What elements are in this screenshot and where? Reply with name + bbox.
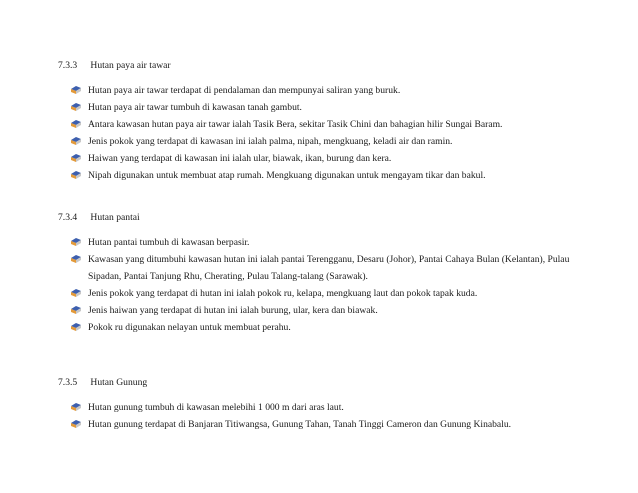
- section-title: Hutan pantai: [90, 212, 140, 223]
- list-item: [71, 167, 591, 184]
- section-title: Hutan Gunung: [90, 377, 148, 388]
- list-item: [71, 234, 591, 251]
- section-heading: [58, 212, 140, 223]
- list-item: [71, 116, 591, 133]
- list-item-text: Kawasan yang ditumbuhi kawasan hutan ini ialah pantai Terengganu, Desaru (Johor), Pantai Cahaya Bulan (Kelantan), Pulau Sipadan, Pantai Tanjung Rhu, Cherating, Pulau Talang-talang (Sarawak).: [88, 254, 570, 282]
- list-item-text: Jenis haiwan yang terdapat di hutan ini ialah burung, ular, kera dan biawak.: [88, 305, 378, 316]
- book-bullet-icon: [71, 103, 81, 112]
- list-item: [71, 99, 591, 116]
- bullet-list: [71, 234, 591, 336]
- bullet-list: [71, 82, 591, 184]
- list-item: [71, 285, 591, 302]
- list-item-text: Jenis pokok yang terdapat di hutan ini ialah pokok ru, kelapa, mengkuang laut dan pokok tapak kuda.: [88, 288, 478, 299]
- list-item-text: Hutan pantai tumbuh di kawasan berpasir.: [88, 237, 250, 248]
- book-bullet-icon: [71, 306, 81, 315]
- list-item-text: Antara kawasan hutan paya air tawar ialah Tasik Bera, sekitar Tasik Chini dan bahagian hilir Sungai Baram.: [88, 119, 503, 130]
- section-title: Hutan paya air tawar: [90, 60, 171, 71]
- book-bullet-icon: [71, 323, 81, 332]
- book-bullet-icon: [71, 289, 81, 298]
- list-item-text: Hutan paya air tawar terdapat di pendalaman dan mempunyai saliran yang buruk.: [88, 85, 401, 96]
- section-heading: [58, 377, 147, 388]
- list-item-text: Pokok ru digunakan nelayan untuk membuat perahu.: [88, 322, 291, 333]
- book-bullet-icon: [71, 120, 81, 129]
- book-bullet-icon: [71, 86, 81, 95]
- book-bullet-icon: [71, 171, 81, 180]
- list-item-text: Nipah digunakan untuk membuat atap rumah. Mengkuang digunakan untuk mengayam tikar dan bakul.: [88, 170, 486, 181]
- section-number: 7.3.5: [58, 377, 78, 388]
- list-item: [71, 302, 591, 319]
- list-item-text: Hutan paya air tawar tumbuh di kawasan tanah gambut.: [88, 102, 302, 113]
- list-item: [71, 133, 591, 150]
- book-bullet-icon: [71, 403, 81, 412]
- list-item: [71, 251, 591, 285]
- book-bullet-icon: [71, 420, 81, 429]
- bullet-list: [71, 399, 591, 433]
- list-item: [71, 319, 591, 336]
- book-bullet-icon: [71, 137, 81, 146]
- list-item: [71, 150, 591, 167]
- section-heading: [58, 60, 171, 71]
- book-bullet-icon: [71, 238, 81, 247]
- list-item-text: Hutan gunung tumbuh di kawasan melebihi 1 000 m dari aras laut.: [88, 402, 344, 413]
- section-number: 7.3.4: [58, 212, 78, 223]
- list-item-text: Jenis pokok yang terdapat di kawasan ini ialah palma, nipah, mengkuang, keladi air dan ramin.: [88, 136, 453, 147]
- list-item-text: Haiwan yang terdapat di kawasan ini ialah ular, biawak, ikan, burung dan kera.: [88, 153, 392, 164]
- book-bullet-icon: [71, 255, 81, 264]
- section-number: 7.3.3: [58, 60, 78, 71]
- book-bullet-icon: [71, 154, 81, 163]
- list-item: [71, 399, 591, 416]
- list-item: [71, 82, 591, 99]
- list-item: [71, 416, 591, 433]
- list-item-text: Hutan gunung terdapat di Banjaran Titiwangsa, Gunung Tahan, Tanah Tinggi Cameron dan Gunung Kinabalu.: [88, 419, 512, 430]
